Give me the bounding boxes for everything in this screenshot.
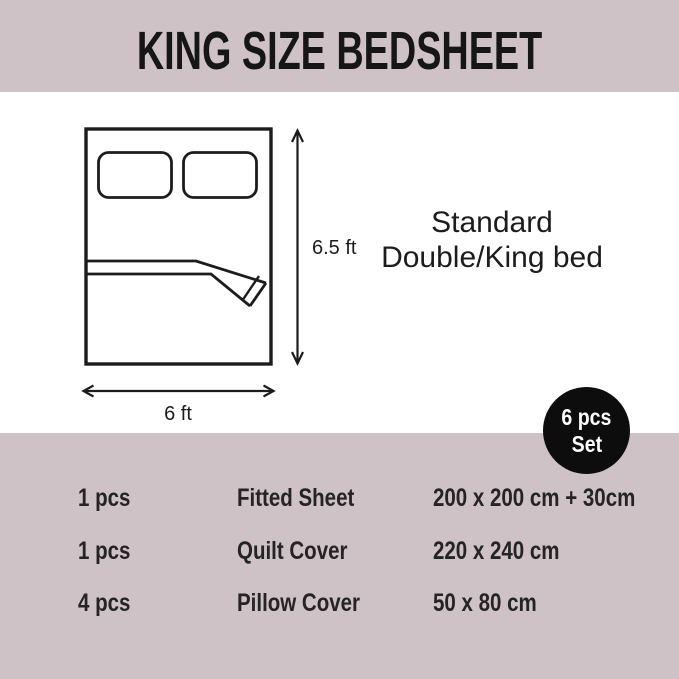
item-cell: Quilt Cover (237, 537, 348, 565)
height-arrow-icon (292, 131, 303, 364)
width-arrow-icon (84, 386, 274, 397)
diagram-panel (0, 92, 679, 457)
bed-type-line1: Standard (431, 206, 553, 239)
bed-type-line2: Double/King bed (381, 241, 603, 274)
pillow-right-icon (184, 153, 257, 198)
badge-set-label: Set (571, 430, 602, 457)
set-count-badge (543, 387, 630, 474)
table-row (0, 590, 679, 616)
size-cell: 200 x 200 cm + 30cm (433, 484, 636, 512)
item-cell: Pillow Cover (237, 589, 361, 617)
qty-cell: 4 pcs (78, 589, 131, 617)
qty-cell: 1 pcs (78, 484, 131, 512)
table-row (0, 485, 679, 511)
item-cell: Fitted Sheet (237, 484, 355, 512)
qty-cell: 1 pcs (78, 537, 131, 565)
bed-outline (86, 129, 271, 364)
bed-type-description (379, 205, 605, 275)
page-title: KING SIZE BEDSHEET (136, 21, 543, 81)
sheet-fold-icon (87, 261, 266, 306)
pillow-left-icon (99, 153, 172, 198)
size-cell: 50 x 80 cm (433, 589, 537, 617)
header-band (0, 0, 679, 92)
size-cell: 220 x 240 cm (433, 537, 560, 565)
width-dimension-label: 6 ft (164, 403, 192, 425)
table-row (0, 538, 679, 564)
badge-pcs-label: 6 pcs (561, 403, 612, 430)
height-dimension-label: 6.5 ft (312, 237, 357, 259)
